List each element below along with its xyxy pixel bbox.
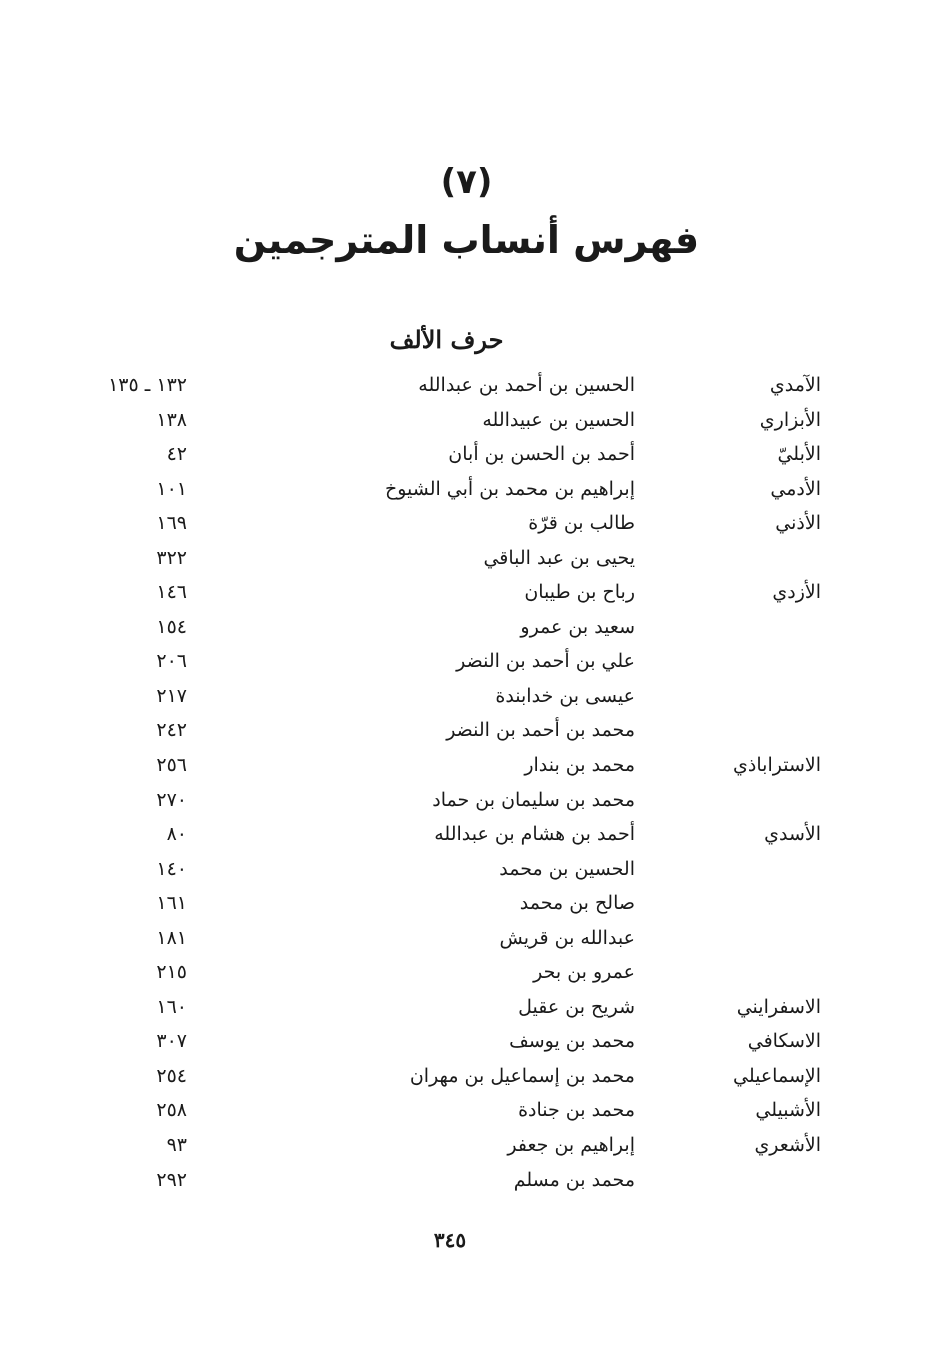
index-row [0,921,933,956]
nisba: الأشبيلي [755,1099,821,1122]
nisba: الأشعري [754,1134,821,1157]
index-row [0,541,933,576]
page-refs: ٤٢ [166,443,187,466]
person-name: محمد بن جنادة [518,1099,635,1122]
page-refs: ٨٠ [166,823,187,846]
index-row [0,852,933,887]
person-name: صالح بن محمد [519,892,635,915]
page-refs: ١٦٠ [156,995,187,1018]
index-row [0,403,933,438]
index-row [0,679,933,714]
page-refs: ٢٠٦ [156,650,187,673]
chapter-number: (٧) [440,162,493,202]
page-refs: ٢٧٠ [156,788,187,811]
page-refs: ٣٢٢ [156,546,187,569]
nisba: الأدمي [770,477,821,500]
index-row [0,1059,933,1094]
person-name: محمد بن بندار [524,754,635,777]
page-refs: ٩٣ [166,1134,187,1157]
index-row [0,955,933,990]
person-name: محمد بن يوسف [509,1030,635,1053]
nisba: الأبليّ [777,443,821,466]
index-row [0,472,933,507]
page-refs: ٢٥٤ [156,1064,187,1087]
chapter-title: فهرس أنساب المترجمين [233,218,700,262]
page-refs: ١٦٩ [156,512,187,535]
page-refs: ٣٠٧ [156,1030,187,1053]
page-refs: ٢٩٢ [156,1168,187,1191]
page-refs: ٢١٥ [156,961,187,984]
person-name: محمد بن مسلم [513,1168,635,1191]
page-refs: ١٣٢ ـ ١٣٥ [108,374,187,396]
index-row [0,644,933,679]
person-name: الحسين بن محمد [499,857,635,880]
index-row [0,575,933,610]
page-refs: ٢٥٦ [156,754,187,777]
page-refs: ١٨١ [156,926,187,949]
page-number: ٣٤٥ [433,1228,467,1252]
page-refs: ١٥٤ [156,615,187,638]
person-name: طالب بن قرّة [528,512,635,535]
person-name: محمد بن سليمان بن حماد [432,788,635,811]
page-refs: ١٤٠ [156,857,187,880]
person-name: عمرو بن بحر [533,961,635,984]
nisba: الإسماعيلي [732,1064,821,1087]
page-refs: ١٠١ [156,477,187,500]
person-name: إبراهيم بن جعفر [507,1134,635,1157]
nisba: الآمدي [769,374,821,396]
index-row [0,506,933,541]
index-row [0,368,933,403]
page-refs: ٢١٧ [156,684,187,707]
person-name: سعيد بن عمرو [520,615,635,638]
person-name: الحسين بن عبيدالله [482,408,635,431]
person-name: أحمد بن هشام بن عبدالله [434,823,635,846]
nisba: الأذني [775,512,821,535]
index-row [0,783,933,818]
person-name: عيسى بن خدابندة [495,684,635,707]
person-name: يحيى بن عبد الباقي [483,546,635,569]
page-refs: ١٤٦ [156,581,187,604]
index-row [0,886,933,921]
nisba: الاسكافي [747,1030,821,1053]
person-name: شريح بن عقيل [518,995,635,1018]
page-refs: ١٦١ [156,892,187,915]
index-row [0,1093,933,1128]
person-name: رباح بن طيبان [524,581,635,604]
index-list [0,368,933,1197]
page-refs: ٢٤٢ [156,719,187,742]
nisba: الاسفرايني [736,995,821,1018]
person-name: علي بن أحمد بن النضر [456,650,635,673]
person-name: عبدالله بن قريش [499,926,635,949]
index-row [0,1024,933,1059]
person-name: أحمد بن الحسن بن أبان [448,443,635,466]
index-row [0,1128,933,1163]
index-row [0,610,933,645]
index-row [0,437,933,472]
person-name: محمد بن إسماعيل بن مهران [409,1064,635,1087]
person-name: محمد بن أحمد بن النضر [446,719,635,742]
nisba: الأسدي [764,823,821,846]
index-row [0,713,933,748]
nisba: الاستراباذي [733,754,821,777]
page-refs: ١٣٨ [156,408,187,431]
index-row [0,1163,933,1198]
section-title: حرف الألف [389,325,504,354]
person-name: الحسين بن أحمد بن عبدالله [418,374,635,396]
person-name: إبراهيم بن محمد بن أبي الشيوخ [384,477,635,500]
index-row [0,817,933,852]
page-refs: ٢٥٨ [156,1099,187,1122]
nisba: الأزدي [772,581,821,604]
index-row [0,990,933,1025]
nisba: الأبزاري [759,408,821,431]
index-row [0,748,933,783]
